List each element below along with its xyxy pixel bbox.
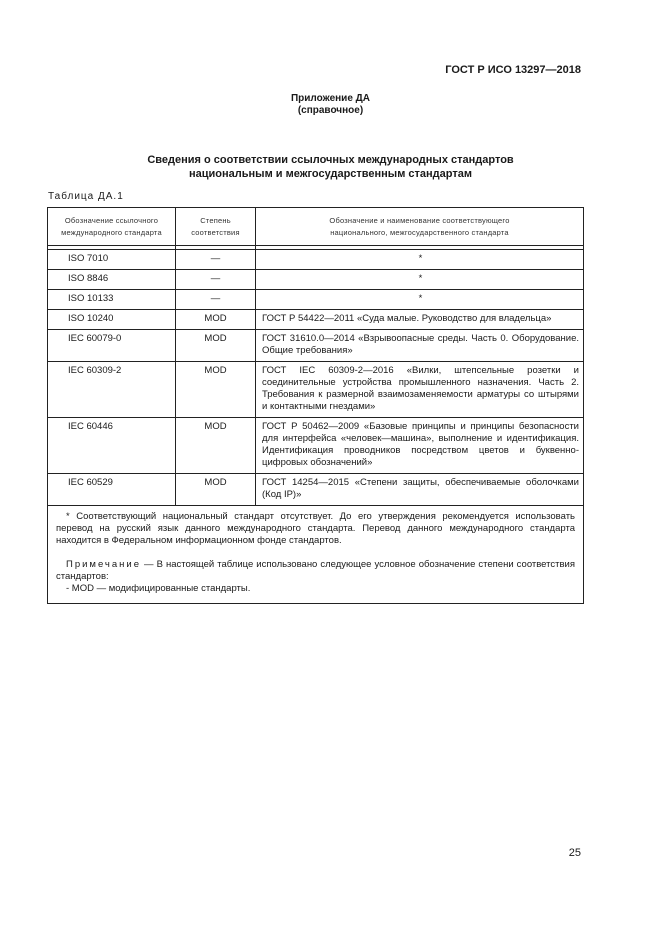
cell-reference: IEC 60079-0 [48,330,176,362]
cell-degree: — [176,250,256,270]
section-heading-line-2: национальным и межгосударственным стандартам [189,168,472,180]
table-label: Таблица ДА.1 [48,191,124,202]
cell-reference: IEC 60446 [48,418,176,474]
correspondence-table-wrapper [47,207,583,604]
cell-degree: — [176,270,256,290]
table-notes [48,506,584,604]
table-row [48,474,584,506]
annex-subtitle: (справочное) [297,105,364,116]
table-footnote: * Соответствующий национальный стандарт отсутствует. До его утверждения рекомендуется использовать перевод на русский язык данного международного стандарта. Перевод данного международного стандарта находится в Федеральном информационном фонде стандартов. [56,511,575,546]
table-row [48,330,584,362]
cell-national: ГОСТ IEC 60309-2—2016 «Вилки, штепсельные розетки и соединительные устройства промышленного назначения. Часть 2. Требования к размерной взаимозаменяемости арматуры со штырями и контактными гнездами» [256,362,584,418]
table-row [48,418,584,474]
cell-national: ГОСТ 14254—2015 «Степени защиты, обеспечиваемые оболочками (Код IP)» [256,474,584,506]
cell-national: * [256,270,584,290]
cell-degree: MOD [176,330,256,362]
cell-national: ГОСТ Р 54422—2011 «Суда малые. Руководство для владельца» [256,310,584,330]
cell-reference: ISO 7010 [48,250,176,270]
cell-national: ГОСТ Р 50462—2009 «Базовые принципы и принципы безопасности для интерфейса «человек—машина», выполнение и идентификация. Идентификация проводников посредством цветов и буквенно-цифровых обозначений» [256,418,584,474]
table-row [48,310,584,330]
note-label: Примечание [66,559,141,570]
table-row [48,270,584,290]
column-header-degree: Степень соответствия [176,208,256,246]
cell-national: * [256,250,584,270]
annex-title: Приложение ДА [290,93,371,104]
cell-reference: ISO 8846 [48,270,176,290]
table-row [48,290,584,310]
annex-title-block [0,93,661,117]
cell-degree: MOD [176,474,256,506]
table-row [48,250,584,270]
cell-reference: IEC 60309-2 [48,362,176,418]
table-notes-row [48,506,584,604]
cell-degree: MOD [176,362,256,418]
cell-degree: MOD [176,418,256,474]
table-header-row [48,208,584,246]
document-code: ГОСТ Р ИСО 13297—2018 [445,64,581,76]
cell-reference: ISO 10133 [48,290,176,310]
cell-national: ГОСТ 31610.0—2014 «Взрывоопасные среды. Часть 0. Оборудование. Общие требования» [256,330,584,362]
cell-reference: IEC 60529 [48,474,176,506]
cell-degree: MOD [176,310,256,330]
section-heading [0,153,661,181]
table-note [56,559,575,583]
table-row [48,362,584,418]
cell-national: * [256,290,584,310]
cell-reference: ISO 10240 [48,310,176,330]
section-heading-line-1: Сведения о соответствии ссылочных международных стандартов [147,154,514,166]
cell-degree: — [176,290,256,310]
column-header-national: Обозначение и наименование соответствующего национального, межгосударственного стандарта [256,208,584,246]
column-header-reference: Обозначение ссылочного международного стандарта [48,208,176,246]
page-number: 25 [568,847,581,859]
note-list-item: - MOD — модифицированные стандарты. [66,583,251,594]
correspondence-table [47,207,584,604]
note-text: — В настоящей таблице использовано следующее условное обозначение степени соответствия стандартов: [56,559,575,582]
